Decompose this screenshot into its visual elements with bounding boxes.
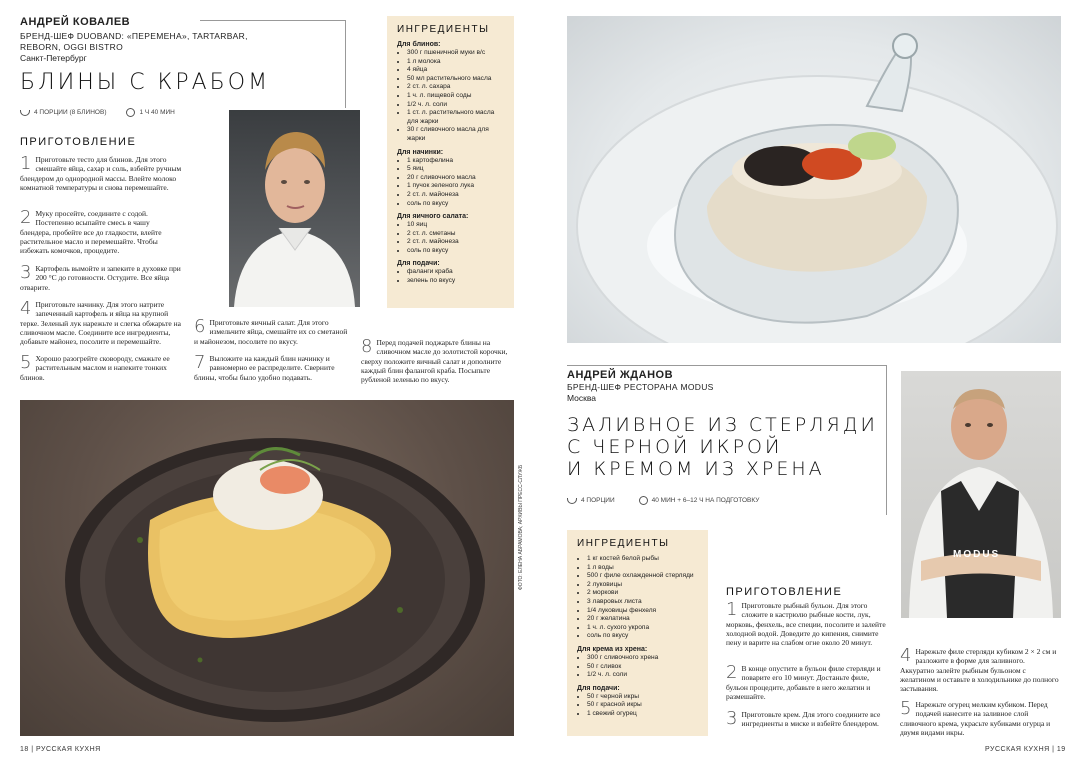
left-chef-city: Санкт-Петербург [20, 53, 87, 63]
ingredient-item: • 4 яйца [407, 66, 504, 75]
ingredient-group-title: Для яичного салата: [397, 213, 469, 221]
left-chef-photo [229, 110, 360, 307]
ingredient-item: • 2 ст. л. майонеза [407, 191, 504, 200]
right-step-2: 2 В конце опустите в бульон филе стерляди и поварите его 10 минут. Достаньте филе, бульон процедите, добавьте в него желатин и размешайте. [726, 662, 881, 701]
ingredient-item: • зелень по вкусу [407, 277, 504, 286]
right-title-line-1: ЗАЛИВНОЕ ИЗ СТЕРЛЯДИ [567, 414, 878, 436]
left-chef-role-2: REBORN, OGGI BISTRO [20, 42, 123, 52]
ingredient-item: • соль по вкусу [407, 247, 504, 256]
ingredient-group [577, 685, 698, 719]
right-step-4: 4 Нарежьте филе стерляди кубиком 2 × 2 см и разложите в форме для заливного. Аккуратно залейте рыбным бульоном с желатином и оставьте в холодильнике до полного застывания. [900, 645, 1059, 694]
ingredient-item: • 50 г сливок [587, 663, 698, 672]
ingredient-item: • 2 ст. л. сахара [407, 83, 504, 92]
ingredient-item: • 1 ст. л. растительного масла для жарки [407, 109, 504, 126]
left-time: 1 Ч 40 МИН [139, 109, 175, 116]
right-recipe-title [567, 414, 878, 480]
right-title-line-2: С ЧЕРНОЙ ИКРОЙ [567, 436, 783, 458]
left-step-7: 7 Выложите на каждый блин начинку и равномерно ее распределите. Сверните блины, чтобы было удобно подавать. [194, 352, 335, 382]
ingredient-item: • 20 г желатина [587, 615, 698, 624]
ingredient-item: • 3 лавровых листа [587, 598, 698, 607]
clock-icon [639, 496, 648, 505]
ingredient-group-title: Для блинов: [397, 41, 441, 48]
ingredient-item: • соль по вкусу [587, 632, 698, 641]
right-meta [567, 496, 759, 505]
ingredient-group [397, 213, 504, 255]
left-step-4: 4 Приготовьте начинку. Для этого натрите запеченный картофель и яйца на крупной терке. Зеленый лук нарежьте и слегка обжарьте на сливочном масле. Соедините все ингредиенты, добавьте майонез, посолите и перемешайте. [20, 298, 181, 347]
ingredient-item: • 1 ч. л. сухого укропа [587, 624, 698, 633]
right-portions: 4 ПОРЦИИ [581, 497, 615, 504]
ingredient-group [397, 260, 504, 285]
ingredient-item: • фаланги краба [407, 268, 504, 277]
right-ingredients-list [577, 555, 698, 719]
right-step-1: 1 Приготовьте рыбный бульон. Для этого сложите в кастрюлю рыбные кости, лук, морковь, фенхель, все специи, посолите и залейте холодной водой. Доведите до кипения, снимите пену и варите на слабом огне около 20 минут. [726, 599, 886, 648]
portions-icon [567, 498, 577, 504]
ingredient-item: • 1/2 ч. л. соли [407, 101, 504, 110]
left-step-3: 3 Картофель вымойте и запеките в духовке при 200 °С до готовности. Остудите. Все яйца отварите. [20, 262, 181, 292]
left-step-6: 6 Приготовьте яичный салат. Для этого измельчите яйца, смешайте их со сметаной и майонезом, посолите по вкусу. [194, 316, 348, 346]
left-prep-title: ПРИГОТОВЛЕНИЕ [20, 136, 137, 148]
right-prep-title: ПРИГОТОВЛЕНИЕ [726, 586, 843, 598]
ingredient-group [577, 646, 698, 680]
left-step-2: 2 Муку просейте, соедините с содой. Постепенно всыпайте смесь в чашу блендера, пробейте все до гладкости, влейте растительное масло и перемешайте. Чтобы избежать комочков, процедите. [20, 207, 162, 256]
right-chef-role: БРЕНД-ШЕФ РЕСТОРАНА MODUS [567, 382, 714, 392]
ingredient-item: • 50 г черной икры [587, 693, 698, 702]
ingredient-group-title: Для крема из хрена: [577, 645, 648, 653]
right-title-line-3: И КРЕМОМ ИЗ ХРЕНА [567, 458, 825, 480]
ingredient-group-title: Для начинки: [397, 148, 444, 156]
portions-icon [20, 110, 30, 116]
left-title-frame-top [200, 20, 346, 21]
ingredient-group [397, 149, 504, 209]
right-dish-photo [567, 16, 1061, 343]
ingredient-item: • 1 картофелина [407, 157, 504, 166]
right-title-frame-top [567, 365, 887, 366]
left-portions: 4 ПОРЦИИ (8 БЛИНОВ) [34, 109, 107, 116]
ingredient-item: • 2 моркови [587, 589, 698, 598]
ingredient-item: • 20 г сливочного масла [407, 174, 504, 183]
left-dish-photo [20, 400, 514, 736]
ingredient-item: • 10 яиц [407, 221, 504, 230]
ingredient-item: • 2 ст. л. майонеза [407, 238, 504, 247]
right-step-5: 5 Нарежьте огурец мелким кубиком. Перед подачей нанесите на заливное слой сливочного крема, украсьте кубиками огурца и двумя видами икры. [900, 698, 1051, 737]
ingredient-item: • 1 л воды [587, 564, 698, 573]
right-ingredients-box [567, 530, 708, 736]
ingredient-item: • 2 луковицы [587, 581, 698, 590]
left-step-1: 1 Приготовьте тесто для блинов. Для этого смешайте яйца, сахар и соль, взбейте ручным блендером до однородной массы. Влейте молоко комнатной температуры и снова перемешайте. [20, 153, 182, 192]
ingredient-item: • 500 г филе охлажденной стерляди [587, 572, 698, 581]
right-chef-name: АНДРЕЙ ЖДАНОВ [567, 369, 674, 381]
right-chef-photo [901, 371, 1061, 618]
left-step-5: 5 Хорошо разогрейте сковороду, смажьте ее растительным маслом и напеките тонких блинов. [20, 352, 170, 382]
left-ingredients-box [387, 16, 514, 308]
left-ingredients-list [397, 41, 504, 286]
left-chef-role-1: БРЕНД-ШЕФ DUOBAND: «ПЕРЕМЕНА», TARTARBAR, [20, 31, 248, 41]
ingredient-item: • 1 свежий огурец [587, 710, 698, 719]
right-chef-city: Москва [567, 393, 597, 403]
left-recipe-title: БЛИНЫ С КРАБОМ [20, 70, 271, 95]
right-time: 40 МИН + 6–12 Ч НА ПОДГОТОВКУ [651, 497, 760, 504]
ingredient-item: • 300 г пшеничной муки в/с [407, 49, 504, 58]
ingredient-item: • 1 кг костей белой рыбы [587, 555, 698, 564]
left-chef-name: АНДРЕЙ КОВАЛЕВ [20, 16, 131, 28]
right-step-3: 3 Приготовьте крем. Для этого соедините все ингредиенты в миске и взбейте блендером. [726, 708, 881, 729]
left-footer: 18 | РУССКАЯ КУХНЯ [20, 746, 101, 753]
right-ingredients-title: ИНГРЕДИЕНТЫ [577, 538, 670, 549]
ingredient-item: • 1 пучок зеленого лука [407, 182, 504, 191]
ingredient-item: • 50 мл растительного масла [407, 75, 504, 84]
left-title-frame [345, 20, 346, 108]
left-ingredients-title: ИНГРЕДИЕНТЫ [397, 24, 490, 35]
ingredient-item: • 5 яиц [407, 165, 504, 174]
ingredient-item: • 50 г красной икры [587, 701, 698, 710]
ingredient-item: • соль по вкусу [407, 200, 504, 209]
apron-logo: MODUS [953, 549, 1001, 560]
ingredient-item: • 300 г сливочного хрена [587, 654, 698, 663]
ingredient-item: • 1 л молока [407, 58, 504, 67]
left-meta [20, 108, 175, 117]
ingredient-group [397, 41, 504, 144]
ingredient-group [577, 555, 698, 641]
left-step-8: 8 Перед подачей поджарьте блины на сливочном масле до золотистой корочки, сверху положите яичный салат и дополните каждый блин фалангой краба. Посыпьте рубленой зеленью по вкусу. [361, 336, 508, 385]
ingredient-item: • 1/2 ч. л. соли [587, 671, 698, 680]
ingredient-item: • 1 ч. л. пищевой соды [407, 92, 504, 101]
ingredient-group-title: Для подачи: [397, 260, 440, 268]
right-footer: РУССКАЯ КУХНЯ | 19 [985, 746, 1066, 753]
ingredient-group-title: Для подачи: [577, 684, 620, 692]
clock-icon [126, 108, 135, 117]
ingredient-item: • 2 ст. л. сметаны [407, 230, 504, 239]
ingredient-item: • 1/4 луковицы фенхеля [587, 607, 698, 616]
ingredient-item: • 30 г сливочного масла для жарки [407, 126, 504, 143]
photo-credit: ФОТО: ЕЛЕНА АБРАМОВА; АРХИВЫ ПРЕСС-СЛУЖБ [518, 464, 524, 590]
right-title-frame-side [886, 365, 887, 515]
